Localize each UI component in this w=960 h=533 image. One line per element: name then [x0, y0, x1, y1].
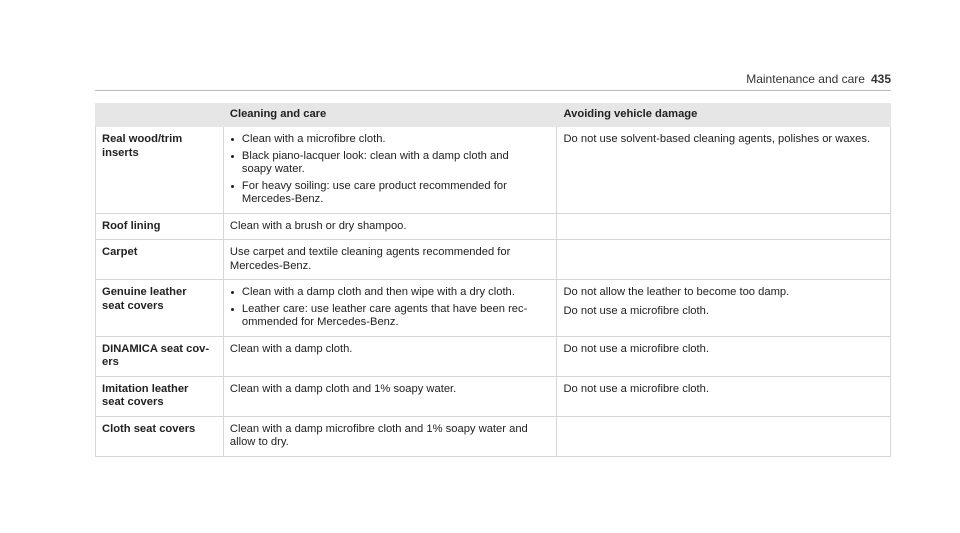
care-text: Clean with a microfibre cloth.: [241, 133, 386, 145]
table-row: [96, 240, 891, 280]
damage-text: Do not use solvent-based cleaning agents, polishes or waxes.: [563, 133, 871, 145]
table-row: [96, 336, 891, 376]
care-bullet: [230, 150, 551, 177]
row-damage: [557, 213, 891, 240]
row-damage: [557, 280, 891, 337]
row-item: [96, 376, 224, 416]
row-item: [96, 213, 224, 240]
item-line: Genuine leather: [102, 286, 187, 298]
care-text: Mercedes-Benz.: [229, 259, 312, 272]
care-bullet: [230, 180, 551, 207]
care-list: [230, 133, 551, 207]
table-row: [96, 280, 891, 337]
care-text: For heavy soiling: use care product recommended for: [241, 179, 507, 192]
row-damage: [557, 376, 891, 416]
row-care: [223, 280, 557, 337]
row-damage: [557, 240, 891, 280]
damage-text: Do not use a microfibre cloth.: [563, 342, 709, 355]
page-number: 435: [870, 72, 891, 86]
care-text: allow to dry.: [229, 436, 289, 448]
cleaning-table: [95, 103, 891, 457]
column-header-care: Cleaning and care: [223, 104, 557, 127]
item-line: ers: [102, 356, 119, 368]
row-item: [96, 127, 224, 214]
item-line: Imitation leather: [102, 382, 189, 395]
page-header: [746, 72, 891, 86]
row-care: [223, 213, 557, 240]
care-text: Clean with a brush or dry shampoo.: [229, 219, 407, 232]
row-care: [223, 336, 557, 376]
table-row: [96, 213, 891, 240]
care-text: Leather care: use leather care agents that have been rec-: [241, 302, 528, 315]
care-text: Clean with a damp cloth.: [229, 342, 353, 355]
header-rule: [95, 90, 891, 91]
care-bullet: [230, 133, 551, 147]
care-text: Clean with a damp microfibre cloth and 1% soapy water and: [229, 422, 528, 435]
item-line: DINAMICA seat cov-: [102, 342, 210, 355]
damage-text: Do not allow the leather to become too damp.: [563, 286, 790, 298]
care-text: Mercedes-Benz.: [241, 193, 324, 205]
column-header-damage: Avoiding vehicle damage: [557, 104, 891, 127]
damage-text: Do not use a microfibre cloth.: [563, 304, 709, 317]
row-care: [223, 240, 557, 280]
row-care: [223, 416, 557, 456]
care-text: ommended for Mercedes-Benz.: [241, 316, 399, 328]
row-care: [223, 376, 557, 416]
care-list: [230, 286, 551, 330]
damage-text: Do not use a microfibre cloth.: [563, 382, 709, 395]
item-line: inserts: [102, 146, 139, 159]
row-damage: [557, 416, 891, 456]
care-text: Black piano-lacquer look: clean with a damp cloth and: [241, 149, 509, 162]
row-item: [96, 280, 224, 337]
care-bullet: [230, 303, 551, 330]
item-line: Real wood/trim: [102, 133, 183, 145]
table-row: [96, 416, 891, 456]
care-text: soapy water.: [241, 163, 305, 175]
item-line: seat covers: [102, 299, 164, 312]
row-item: [96, 336, 224, 376]
care-text: Clean with a damp cloth and 1% soapy water.: [229, 382, 457, 395]
row-item: [96, 416, 224, 456]
care-text: Clean with a damp cloth and then wipe with a dry cloth.: [241, 286, 515, 298]
row-item: [96, 240, 224, 280]
row-damage: [557, 336, 891, 376]
item-line: Carpet: [102, 246, 138, 258]
column-header-item: [96, 104, 224, 127]
item-line: seat covers: [102, 396, 164, 408]
table-header-row: [96, 104, 891, 127]
row-damage: [557, 127, 891, 214]
item-line: Roof lining: [102, 219, 161, 232]
care-text: Use carpet and textile cleaning agents recommended for: [229, 246, 511, 258]
section-title: Maintenance and care: [746, 72, 865, 86]
table-row: [96, 127, 891, 214]
row-care: [223, 127, 557, 214]
item-line: Cloth seat covers: [102, 422, 196, 435]
table-row: [96, 376, 891, 416]
care-bullet: [230, 286, 551, 300]
